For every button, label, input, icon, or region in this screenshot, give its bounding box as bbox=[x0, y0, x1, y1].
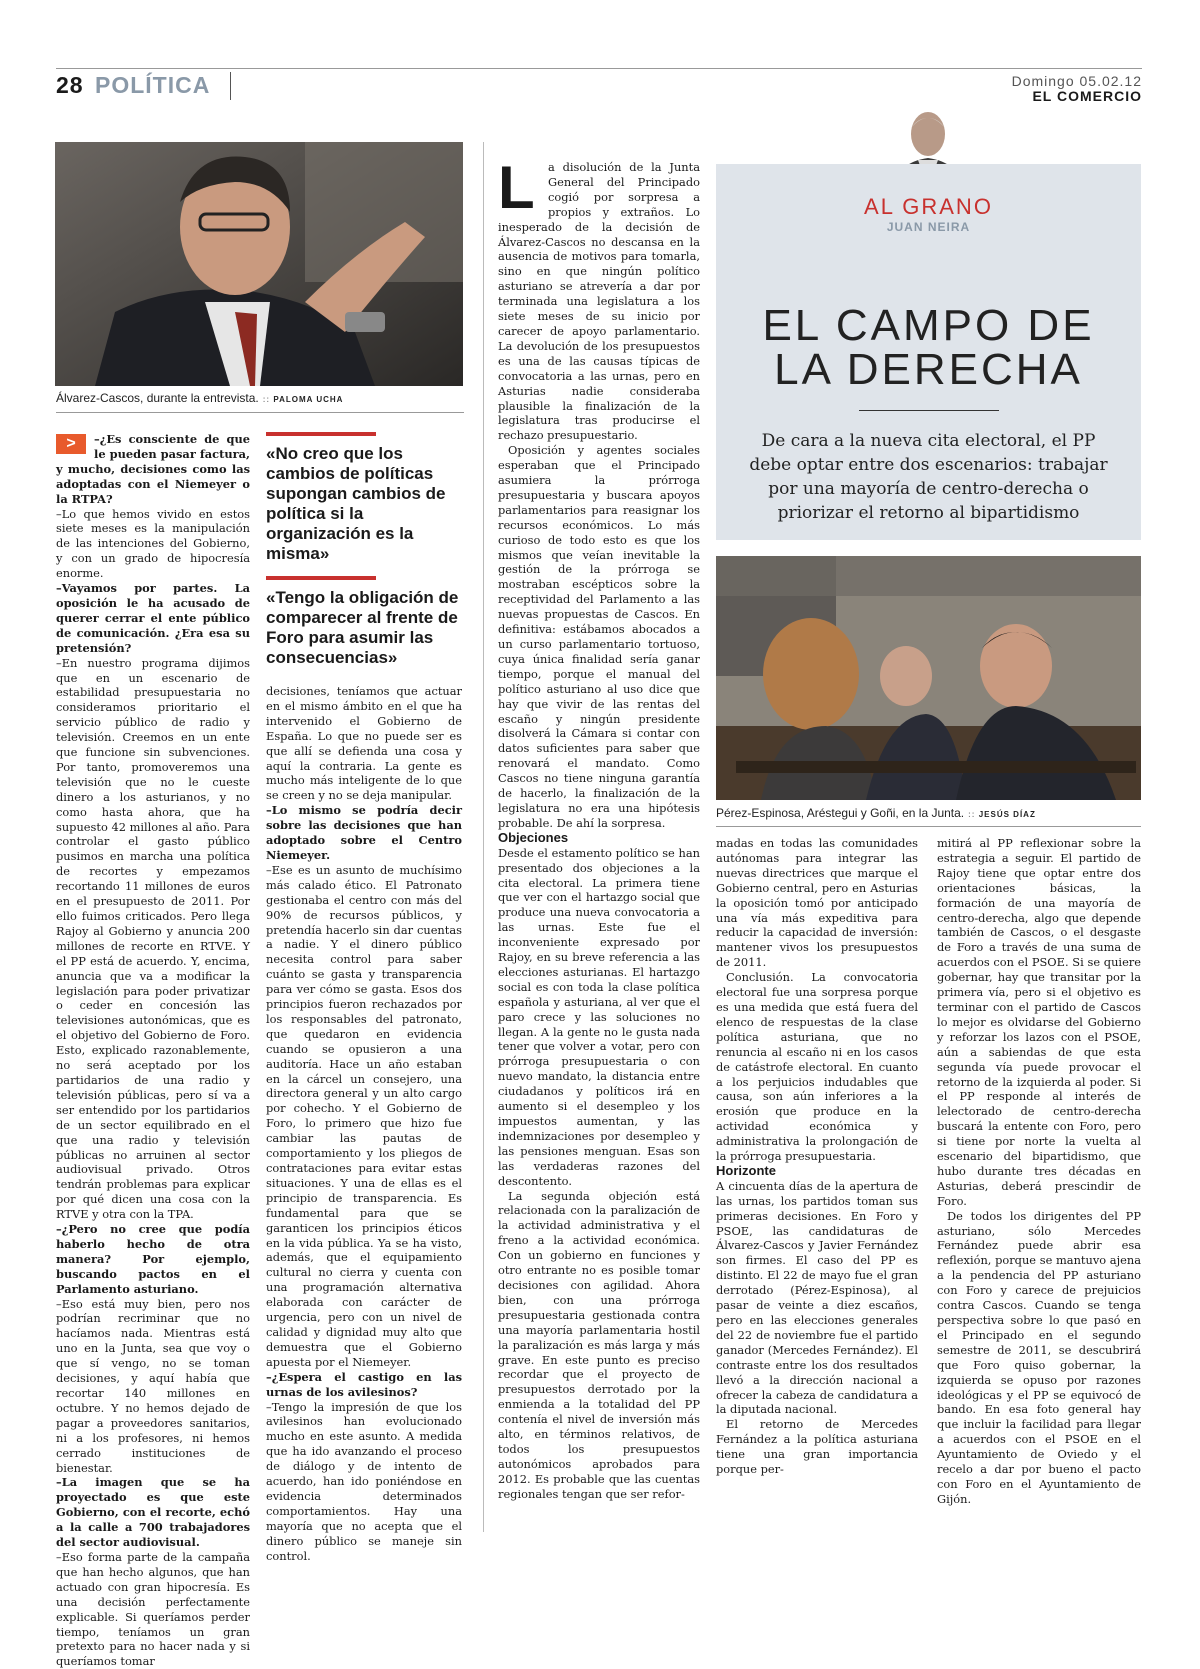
pull-quotes bbox=[266, 432, 464, 668]
opinion-column-2 bbox=[716, 836, 918, 1530]
interview-answer: –Tengo la impresión de que los avilesinos han evolucionado mucho en este asunto. A medida que ha ido avanzando el proceso de diálogo y de intento de acuerdo, han ido poniéndose en evidencia determinados comportamientos. Hay una mayoría que no acepta que el dinero público se maneje sin control. bbox=[266, 1399, 462, 1563]
caption-rule bbox=[56, 412, 464, 413]
headline-line-1: EL CAMPO DE bbox=[762, 301, 1095, 350]
section-subhead: Objeciones bbox=[498, 829, 569, 845]
interview-answer: –Eso forma parte de la campaña que han hecho algunos, que han actuado con gran hipocresía. Es una decisión perfectamente explicable. Si queríamos perder tiempo, teníamos un gran pretexto para no hacer nada y si queríamos tomar bbox=[56, 1549, 250, 1669]
column-label: AL GRANO bbox=[864, 194, 993, 219]
paragraph: Desde el estamento político se han presentado dos objeciones a la cita electoral. La primera tiene que ver con el hartazgo social que produce una nueva convocatoria a las urnas. Este fue el inconveniente expresado por Rajoy, en su breve referencia a las elecciones asturianas. El hartazgo social es con toda la clase política española y asturiana, al ver que el paro crece y las soluciones no llegan. A la gente no le gusta nada tener que volver a votar, pero con prórroga presupuestaria o con nuevo mandato, la distancia entre ciudadanos y políticos irá en aumento si el desempleo y los impuestos aumentan, y las indemnizaciones por desempleo y las pensiones menguan. Esas son las verdaderas razones del descontento. bbox=[498, 845, 700, 1188]
issue-date: Domingo 05.02.12 bbox=[1011, 73, 1142, 89]
interview-answer: decisiones, teníamos que actuar en el mismo ámbito en el que ha intervenido el Gobierno de España. Lo que no puede ser es que allí se defienda una cosa y aquí la contraria. La gente es mucho más inteligente de lo que se creen y no se deja manipular. bbox=[266, 684, 462, 803]
photo-credit: :: JESÚS DÍAZ bbox=[968, 810, 1036, 819]
interview-answer: –Ese es un asunto de muchísimo más calado ético. El Patronato gestionaba el centro con más del 90% de recursos públicos, y pretendía hacerlo sin dar cuentas a nadie. Y el dinero público necesita control para saber cuánto se gasta y transparencia para ver cómo se gasta. Esos dos principios fueron rechazados por los responsables del patronato, que quedaron en evidencia cuando se opusieron a una auditoría. Hace un año estaban en la cárcel un consejero, una directora general y un alto cargo por cohecho. Y el Gobierno de Foro, lo primero que hizo fue cambiar las pautas de comportamiento y los pliegos de contrataciones para evitar estas situaciones. Y una de ellas es el principio de transparencia. Es fundamental para que se garanticen los principios éticos en la vida pública. Ya se ha visto, además, que el equipamiento cultural no cierra y cuenta con una programación alternativa elaborada con carácter de urgencia, pero con un nivel de calidad y dignidad muy alto que demuestra que el Gobierno apuesta por el Niemeyer. bbox=[266, 862, 462, 1369]
headline-line-2: LA DERECHA bbox=[774, 345, 1083, 394]
interview-photo-illustration bbox=[55, 142, 463, 386]
opinion-text-1 bbox=[498, 154, 700, 1502]
caption-text: Álvarez-Cascos, durante la entrevista. bbox=[56, 391, 259, 405]
interview-photo bbox=[55, 142, 463, 386]
paragraph: La segunda objeción está relacionada con la paralización de la actividad administrativa y el freno a la actividad económica. Con un gobierno en funciones y otro entrante no es posible tomar decisiones con agilidad. Ahora bien, con una prórroga presupuestaria gestionada contra una mayoría parlamentaria hostil la paralización es más larga y más grave. En este punto es preciso recordar que el proyecto de presupuestos derrotado por la enmienda a la totalidad del PP contenía el nivel de inversión más alto, en términos relativos, de todos los presupuestos autonómicos aprobados para 2012. Es probable que las cuentas regionales tengan que ser refor- bbox=[498, 1188, 700, 1501]
headline-rule bbox=[859, 410, 999, 411]
interview-question: –¿Espera el castigo en las urnas de los avilesinos? bbox=[266, 1369, 462, 1399]
pull-quote-bar bbox=[266, 432, 376, 436]
interview-question: –¿Es consciente de que le pueden pasar factura, y mucho, decisiones como las adoptadas con el Niemeyer o la RTPA? bbox=[56, 432, 250, 506]
caption-rule bbox=[716, 826, 1141, 827]
arrow-icon: > bbox=[56, 434, 86, 454]
column-author: JUAN NEIRA bbox=[886, 220, 971, 234]
pull-quote-bar bbox=[266, 576, 376, 580]
section-subhead: Horizonte bbox=[716, 1162, 776, 1178]
interview-photo-caption bbox=[56, 391, 466, 405]
pull-quote-1: «No creo que los cambios de políticas supongan cambios de política si la organización es la misma» bbox=[266, 444, 446, 563]
pull-quote-2: «Tengo la obligación de comparecer al frente de Foro para asumir las consecuencias» bbox=[266, 588, 459, 667]
header-divider bbox=[230, 72, 231, 100]
paragraph: a disolución de la Junta General del Principado cogió por sorpresa a propios y extraños. Lo inesperado de la decisión de Álvarez-Cascos no descansa en la ausencia de motivos para tomarla, sino en que ningún político asturiano se atrevería a dar por terminada una legislatura a los siete meses de su inicio por carecer de apoyo parlamentario. La devolución de los presupuestos es una de las causas típicas de convocatoria a las urnas, pero en Asturias nadie consideraba plausible la finalización de la legislatura tras producirse el rechazo presupuestario. bbox=[498, 160, 700, 443]
junta-photo-illustration bbox=[716, 556, 1141, 800]
column-dek: De cara a la nueva cita electoral, el PP debe optar entre dos escenarios: trabajar por una mayoría de centro-derecha o priorizar el retorno al bipartidismo bbox=[749, 431, 1108, 523]
interview-column-2 bbox=[266, 684, 462, 1563]
paragraph: mitirá al PP reflexionar sobre la estrategia a seguir. El partido de Rajoy tiene que optar entre dos orientaciones básicas, la formación de una mayoría de centro-derecha, algo que depende también de Cascos, o el desgaste de Foro a través de una suma de acuerdos con el PSOE. Si se quiere gobernar, hay que transitar por la primera vía, pero si el objetivo es terminar con el partido de Cascos lo mejor es olvidarse del Gobierno y reforzar los lazos con el PSOE, aún a sabiendas de que esta segunda vía puede provocar el retorno de la izquierda al poder. Si el PP responde al interés de lelectorado de centro-derecha buscará la entente con Foro, pero si tiene por norte la vuelta al escenario del bipartidismo, que hubo durante tres décadas en Asturias, deberá prescindir de Foro. bbox=[937, 836, 1141, 1208]
interview-question: –¿Pero no cree que podía haberlo hecho de otra manera? Por ejemplo, buscando pactos en el Parlamento asturiano. bbox=[56, 1222, 250, 1296]
drop-cap: L bbox=[498, 154, 535, 221]
interview-text-1 bbox=[56, 432, 250, 1669]
opinion-column-1 bbox=[498, 154, 700, 1530]
interview-question: –La imagen que se ha proyectado es que este Gobierno, con el recorte, echó a la calle a 700 trabajadores del sector audiovisual. bbox=[56, 1475, 250, 1550]
paragraph: De todos los dirigentes del PP asturiano, sólo Mercedes Fernández puede abrir esa reflexión, porque se mantuvo ajena a la pendencia del PP asturiano con Foro y carece de prejuicios contra Cascos. Cuando se tenga perspectiva sobre lo que pasó en el Principado en el segundo semestre de 2011, se descubrirá que Foro quiso gobernar, la izquierda se opuso por razones ideológicas y el PP se equivocó de bando. En esa foto general hay que incluir la facilidad para llegar a acuerdos con el PSOE en el Ayuntamiento de Oviedo y el recelo a dar por bueno el pacto con Foro en el Ayuntamiento de Gijón. bbox=[937, 1208, 1141, 1506]
opinion-text-3 bbox=[937, 836, 1141, 1507]
paragraph: A cincuenta días de la apertura de las urnas, los partidos toman sus primeras decisiones. En Foro y PSOE, las candidaturas de Álvarez-Cascos y Javier Fernández son firmes. El caso del PP es distinto. El 22 de mayo fue el gran derrotado (Pérez-Espinosa), al pasar de veinte a diez escaños, pero en las elecciones generales del 22 de noviembre fue el partido ganador (Mercedes Fernández). El contraste entre los dos resultados llevó a la dirección nacional a ofrecer la cabeza de candidatura a la diputada nacional. bbox=[716, 1178, 918, 1417]
section-name: POLÍTICA bbox=[94, 72, 211, 98]
photo-credit: :: PALOMA UCHA bbox=[263, 395, 344, 404]
opinion-column-3 bbox=[937, 836, 1141, 1530]
column-divider bbox=[483, 142, 484, 1532]
header-rule bbox=[56, 68, 1142, 69]
interview-text-2 bbox=[266, 684, 462, 1563]
newspaper-name: EL COMERCIO bbox=[1032, 88, 1142, 104]
junta-photo-caption bbox=[716, 806, 1141, 820]
paragraph: El retorno de Mercedes Fernández a la política asturiana tiene una gran importancia porque per- bbox=[716, 1417, 918, 1477]
interview-column-1 bbox=[56, 432, 250, 1669]
page-header bbox=[56, 72, 210, 99]
interview-question: –Vayamos por partes. La oposición le ha acusado de querer cerrar el ente público de comunicación. ¿Era esa su pretensión? bbox=[56, 581, 250, 655]
page-number: 28 bbox=[56, 72, 84, 98]
caption-text: Pérez-Espinosa, Aréstegui y Goñi, en la Junta. bbox=[716, 806, 965, 820]
interview-answer: –En nuestro programa dijimos que en un escenario de estabilidad presupuestaria no consideramos prioritario el servicio público de radio y televisión. Creemos en un ente que funcione sin subvenciones. Por tanto, promoveremos una televisión que no le cueste dinero a los asturianos, y no como hasta ahora, que ha supuesto 42 millones al año. Para controlar el gasto público pusimos en marcha una política de recortes y empezamos recortando 11 millones de euros en el presupuesto de 2011. Por ello fuimos criticados. Pero llega Rajoy al Gobierno y anuncia 200 millones de recorte en RTVE. Y el PP está de acuerdo. Y, encima, anuncia que va a modificar la legislación para poder privatizar o ceder en concesión las televisiones autonómicas, que es el objetivo del Gobierno de Foro. Esto, explicado razonablemente, no será aceptado por los partidarios de una radio y televisión públicas, pero sí va a ser entendido por los partidarios de un sector equilibrado en el que una radio y televisión públicas no arruinen al sector audiovisual privado. Otros tendrán problemas para explicar por qué dicen una cosa con la RTVE y otra con la TPA. bbox=[56, 655, 250, 1222]
interview-question: –Lo mismo se podría decir sobre las decisiones que han adoptado sobre el Centro Niemeyer. bbox=[266, 803, 462, 862]
opinion-box bbox=[716, 164, 1141, 540]
opinion-text-2 bbox=[716, 836, 918, 1477]
paragraph: Conclusión. La convocatoria electoral fue una sorpresa porque es una medida que está fuera del elenco de respuestas de la clase política asturiana, que no renuncia al escaño ni en los casos de catástrofe electoral. En cuanto a los perjuicios indudables que causa, son aún inferiores a la erosión que produce en la actividad económica y administrativa la prolongación de la prórroga presupuestaria. bbox=[716, 970, 918, 1164]
interview-answer: –Eso está muy bien, pero nos podrían recriminar que no hacíamos nada. Mientras está uno en la Junta, sea que voy o que sí vengo, no se toman decisiones, y aquí había que recortar 140 millones en octubre. Y no hemos dejado de pagar a proveedores sanitarios, ni a los profesores, ni hemos cerrado instituciones de bienestar. bbox=[56, 1296, 250, 1475]
junta-photo bbox=[716, 556, 1141, 800]
interview-answer: –Lo que hemos vivido en estos siete meses es la manipulación de las intenciones del Gobierno, y con un grado de hipocresía enorme. bbox=[56, 506, 250, 581]
paragraph: Oposición y agentes sociales esperaban que el Principado asumiera la prórroga presupuestaria y buscara apoyos parlamentarios para reasignar los recursos económicos. Lo más curioso de todo esto es que los mismos que veían inevitable la gestión de la prórroga se mostraban escépticos sobre la receptividad del Parlamento a las nuevas propuestas de Cascos. En definitiva: estábamos abocados a un curso parlamentario tortuoso, cuya única finalidad sería ganar tiempo, porque el manual del político asturiano al uso dice que hay que vivir de las rentas del escaño y ningún presidente disolverá la Cámara si contar con datos suficientes para saber que renovará el mandato. Como Cascos no tiene ninguna garantía de hacerlo, la finalización de la legislatura no era una hipótesis probable. De ahí la sorpresa. bbox=[498, 443, 700, 830]
paragraph: madas en todas las comunidades autónomas para integrar las nuevas directrices que marque el Gobierno central, pero en Asturias la oposición tomó por anticipado una vía más expeditiva para reducir la capacidad de inversión: mantener vivos los presupuestos de 2011. bbox=[716, 836, 918, 970]
